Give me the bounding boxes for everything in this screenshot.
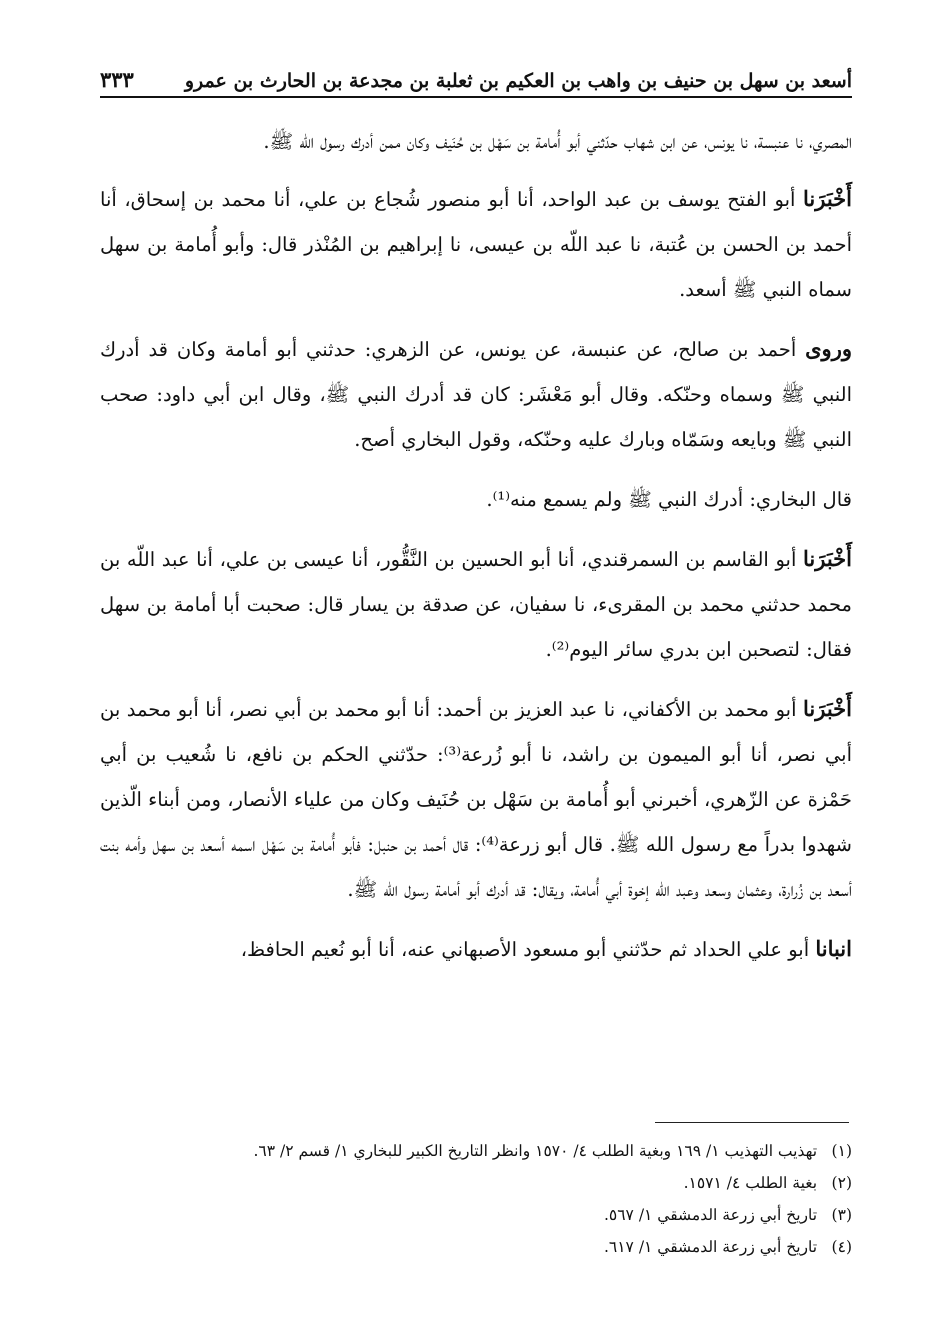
footnote-number: (٢): [831, 1174, 852, 1192]
paragraph-6: [100, 686, 852, 912]
footnote-text: تاريخ أبي زرعة الدمشقي ١/ ٥٦٧.: [603, 1206, 818, 1224]
paragraph-text: أبو علي الحداد ثم حدّثني أبو مسعود الأصبهاني عنه، أنا أبو نُعيم الحافظ،: [240, 938, 816, 961]
paragraph-lead: وروى: [805, 336, 852, 361]
paragraph-5: [100, 536, 852, 672]
header-rule: [100, 96, 852, 98]
footnote-3: [100, 1199, 852, 1231]
paragraph-lead: أَخْبَرَنا: [803, 696, 852, 721]
footnote-number: (٤): [831, 1238, 852, 1256]
footnote-text: بغية الطلب ٤/ ١٥٧١.: [683, 1174, 818, 1192]
paragraph-4: [100, 476, 852, 522]
footnote-number: (٣): [831, 1206, 852, 1224]
page-number: ٣٣٣: [100, 67, 134, 92]
footnote-4: [100, 1231, 852, 1263]
paragraph-lead: انبانا: [815, 936, 852, 961]
paragraph-text: المصري، نا عنبسة، نا يونس، عن ابن شهاب حدّثني أبو أُمامة بن سَهْل بن حُنَيف وكان ممن أدرك رسول الله ﷺ.: [263, 130, 852, 153]
paragraph-text: أحمد بن صالح، عن عنبسة، عن يونس، عن الزهري: حدثني أبو أمامة وكان قد أدرك النبي ﷺ وسماه وحنّكه. وقال أبو مَعْشَر: كان قد أدرك النبي ﷺ، وقال ابن أبي داود: صحب النبي ﷺ وبايعه وسَمّاه وبارك عليه وحنّكه، وقول البخاري أصح.: [100, 338, 852, 451]
paragraph-text: أبو القاسم بن السمرقندي، أنا أبو الحسين بن النَّقُّور، أنا عيسى بن علي، أنا عبد اللّه بن محمد حدثني محمد بن المقرىء، نا سفيان، عن صدقة بن يسار قال: صحبت أبا أمامة بن سهل فقال: لتصحبن ابن بدري سائر اليوم⁽²⁾.: [100, 548, 852, 661]
paragraph-lead: أَخْبَرَنا: [803, 186, 852, 211]
footnote-number: (١): [831, 1142, 852, 1160]
paragraph-text: أبو محمد بن الأكفاني، نا عبد العزيز بن أحمد: أنا أبو محمد بن أبي نصر، أنا أبو محمد بن أبي نصر، أنا أبو الميمون بن راشد، نا أبو زُرعة⁽³⁾: حدّثني الحكم بن نافع، نا شُعيب بن أبي حَمْزة عن الزّهري، أخبرني أبو أُمامة بن سَهْل بن حُنَيف وكان من علياء الأنصار، ومن أبناء الّذين شهدوا بدراً مع رسول الله ﷺ. قال أبو زرعة⁽⁴⁾: قال أحمد بن حنبل: فأبو أُمامة بن سَهْل اسمه أسعد بن سهل وأمه بنت أسعد بن زُرارة، وعثمان وسعد وعبد اللّه إخوة أبي أُمامة، ويقال: قد أدرك أبو أمامة رسول الله ﷺ.: [100, 698, 852, 901]
page-header: [100, 52, 852, 92]
footnote-1: [100, 1135, 852, 1167]
footnote-separator: [655, 1122, 849, 1123]
footnotes: [100, 1135, 852, 1263]
paragraph-3: [100, 326, 852, 462]
paragraph-text: أبو الفتح يوسف بن عبد الواحد، أنا أبو منصور شُجاع بن علي، أنا محمد بن إسحاق، أنا أحمد بن الحسن بن عُتبة، نا عبد اللّه بن عيسى، نا إبراهيم بن المُنْذر قال: وأبو أُمامة بن سهل سماه النبي ﷺ أسعد.: [100, 188, 852, 301]
paragraph-1: [100, 118, 852, 164]
paragraph-7: [100, 926, 852, 972]
paragraph-2: [100, 176, 852, 312]
footnote-text: تهذيب التهذيب ١/ ١٦٩ وبغية الطلب ٤/ ١٥٧٠ وانظر التاريخ الكبير للبخاري ١/ قسم ٢/ ٦٣.: [253, 1142, 818, 1160]
running-title: أسعد بن سهل بن حنيف بن واهب بن العكيم بن ثعلبة بن مجدعة بن الحارث بن عمرو: [184, 70, 852, 92]
footnote-text: تاريخ أبي زرعة الدمشقي ١/ ٦١٧.: [603, 1238, 818, 1256]
main-text: [100, 118, 852, 986]
paragraph-text: قال البخاري: أدرك النبي ﷺ ولم يسمع منه⁽¹⁾.: [486, 488, 852, 511]
footnote-2: [100, 1167, 852, 1199]
paragraph-lead: أَخْبَرَنا: [803, 546, 852, 571]
